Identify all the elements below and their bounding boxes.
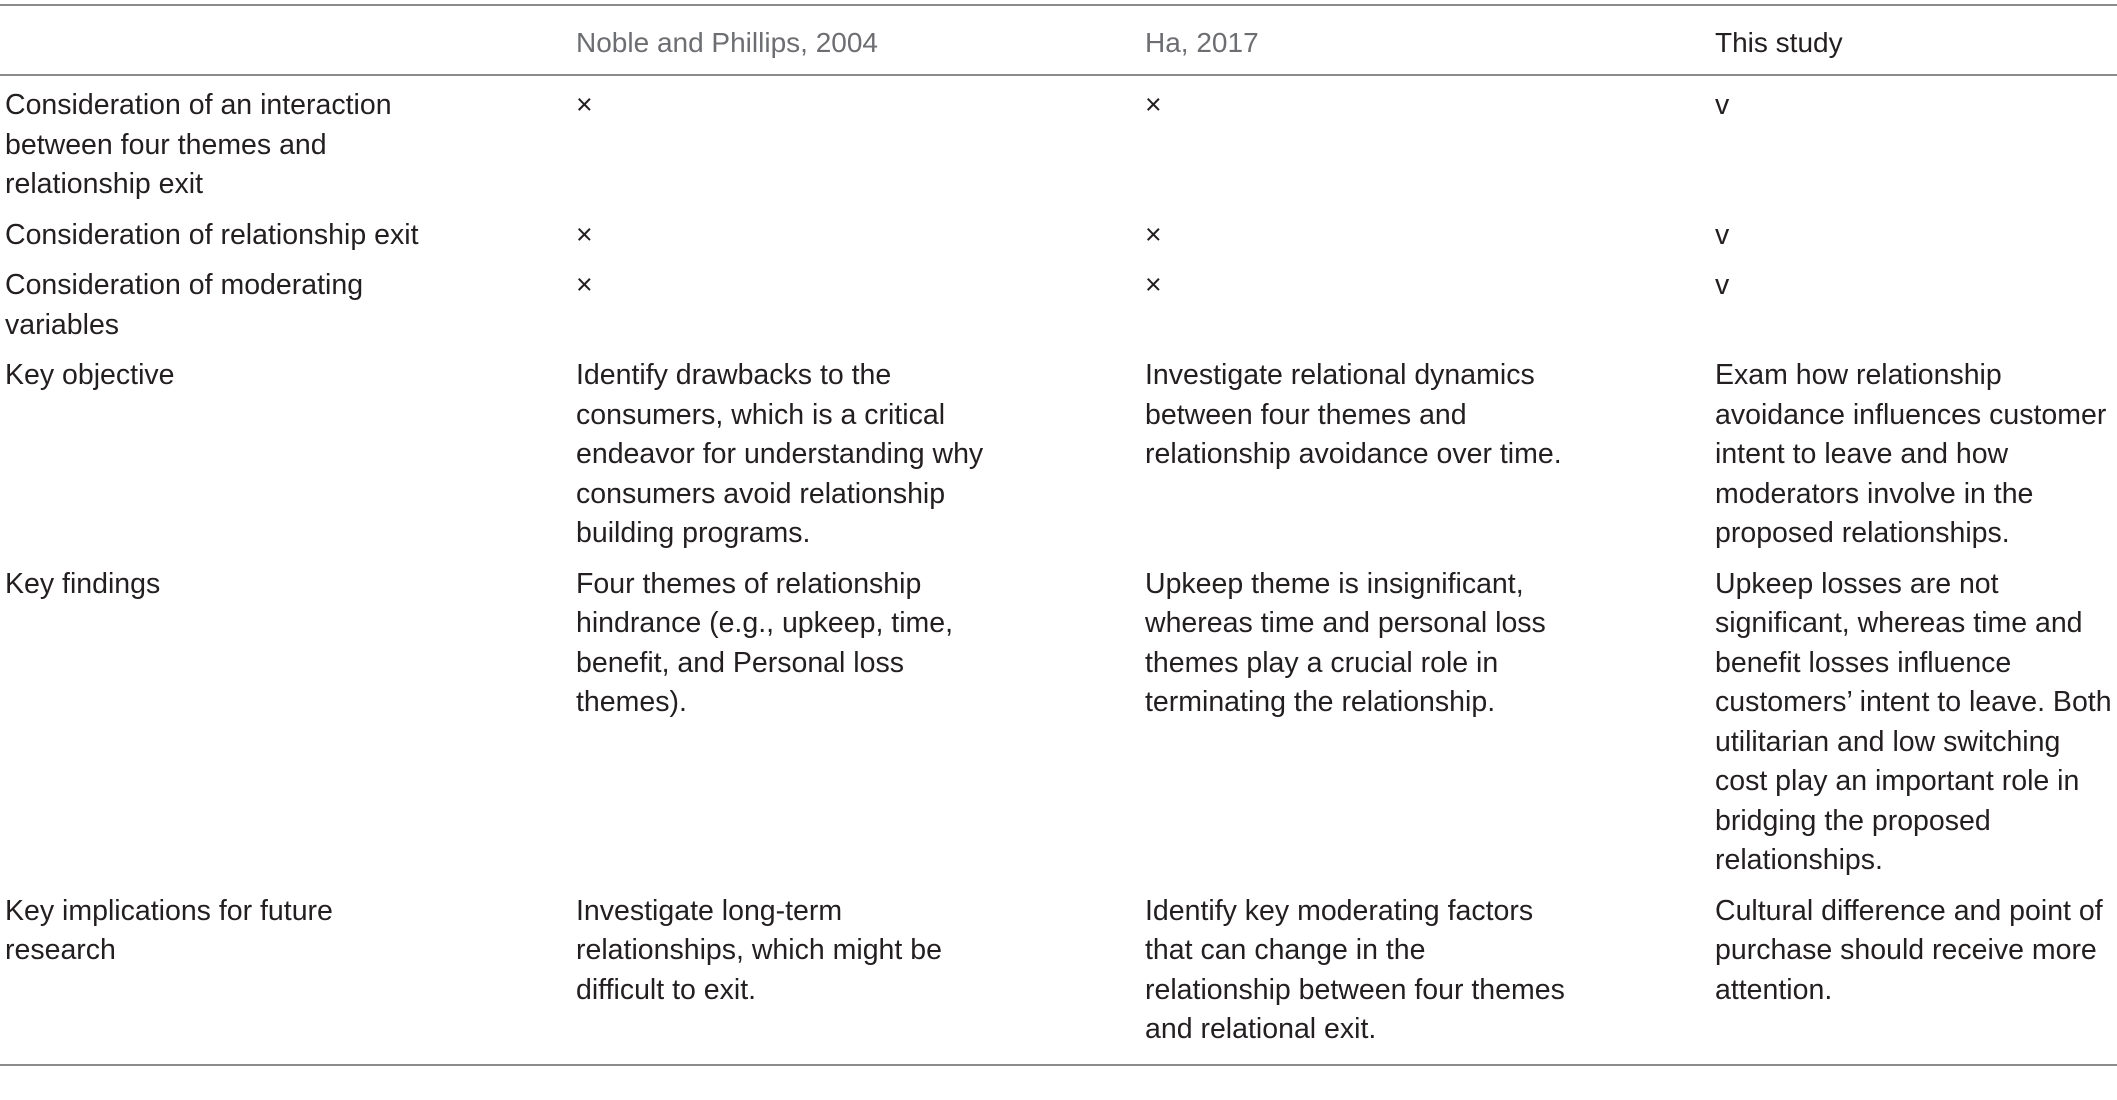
cell-text: Upkeep losses are not significant, whereas time and benefit losses influence customers’ intent to leave. Both utilitarian and low switching cost play an important role in bridging the proposed relationships. <box>1715 567 2112 876</box>
header-this-study: This study <box>1715 5 2117 75</box>
cross-mark: × <box>1145 269 1162 301</box>
table-row <box>0 75 2117 212</box>
header-noble-phillips: Noble and Phillips, 2004 <box>576 5 1145 75</box>
cell-this-study <box>1715 352 2117 561</box>
cross-mark: × <box>1145 89 1162 121</box>
cell-text: Upkeep theme is insignificant, whereas time and personal loss themes play a crucial role in terminating the relationship. <box>1145 567 1546 718</box>
cell-noble <box>576 888 1145 1065</box>
cell-noble <box>576 561 1145 888</box>
table-row <box>0 262 2117 352</box>
cell-ha <box>1145 888 1715 1065</box>
row-label-text: Consideration of moderating variables <box>5 269 364 341</box>
table-row <box>0 561 2117 888</box>
cross-mark: × <box>576 269 593 301</box>
header-empty <box>0 5 576 75</box>
cell-text: Identify key moderating factors that can change in the relationship between four themes and relational exit. <box>1145 894 1565 1045</box>
cell-ha <box>1145 262 1715 352</box>
row-label <box>0 352 576 561</box>
header-ha: Ha, 2017 <box>1145 5 1715 75</box>
check-mark: v <box>1715 269 1730 301</box>
cell-this-study <box>1715 262 2117 352</box>
row-label <box>0 888 576 1065</box>
table-body <box>0 75 2117 1065</box>
cell-this-study <box>1715 212 2117 263</box>
row-label-text: Key implications for future research <box>5 894 333 966</box>
row-label-text: Consideration of an interaction between four themes and relationship exit <box>5 89 392 200</box>
table-row <box>0 212 2117 263</box>
row-label <box>0 212 576 263</box>
table-header <box>0 5 2117 75</box>
cell-ha <box>1145 212 1715 263</box>
cell-noble <box>576 212 1145 263</box>
row-label <box>0 262 576 352</box>
cell-text: Investigate long-term relationships, which might be difficult to exit. <box>576 894 942 1006</box>
cell-ha <box>1145 352 1715 561</box>
cell-ha <box>1145 561 1715 888</box>
comparison-table <box>0 4 2117 1066</box>
row-label-text: Consideration of relationship exit <box>5 218 419 251</box>
check-mark: v <box>1715 89 1730 121</box>
cell-this-study <box>1715 75 2117 212</box>
check-mark: v <box>1715 218 1730 251</box>
table-row <box>0 352 2117 561</box>
cross-mark: × <box>1145 218 1162 251</box>
cell-text: Investigate relational dynamics between four themes and relationship avoidance over time. <box>1145 359 1562 470</box>
cell-text: Exam how relationship avoidance influences customer intent to leave and how moderators involve in the proposed relationships. <box>1715 359 2107 549</box>
cell-this-study <box>1715 888 2117 1065</box>
row-label-text: Key objective <box>5 359 175 391</box>
row-label <box>0 75 576 212</box>
row-label <box>0 561 576 888</box>
cell-noble <box>576 262 1145 352</box>
cell-noble <box>576 75 1145 212</box>
cell-noble <box>576 352 1145 561</box>
cell-text: Identify drawbacks to the consumers, which is a critical endeavor for understanding why consumers avoid relationship building programs. <box>576 359 984 549</box>
cell-this-study <box>1715 561 2117 888</box>
row-label-text: Key findings <box>5 567 161 600</box>
cross-mark: × <box>576 218 593 251</box>
cell-text: Cultural difference and point of purchase should receive more attention. <box>1715 894 2103 1006</box>
header-row <box>0 5 2117 75</box>
cross-mark: × <box>576 89 593 121</box>
cell-text: Four themes of relationship hindrance (e.g., upkeep, time, benefit, and Personal loss themes). <box>576 567 954 718</box>
cell-ha <box>1145 75 1715 212</box>
table-row <box>0 888 2117 1065</box>
